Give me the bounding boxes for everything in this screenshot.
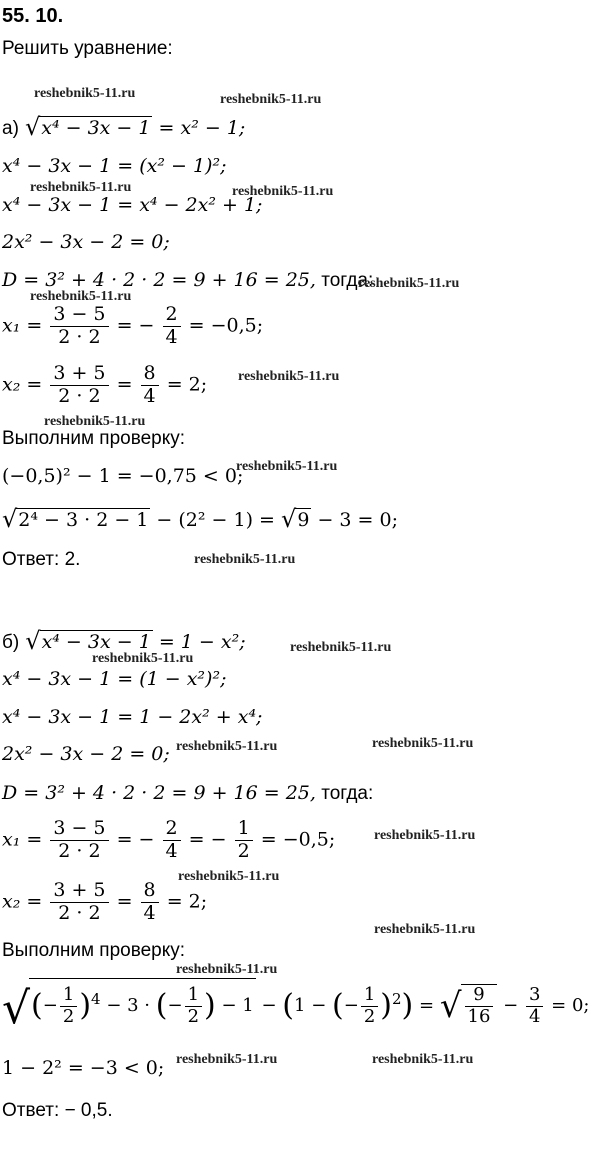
watermark: reshebnik5-11.ru [372, 736, 474, 751]
problem-prompt: Решить уравнение: [2, 38, 173, 59]
watermark: reshebnik5-11.ru [290, 640, 392, 655]
answer-value: 2. [64, 549, 81, 570]
watermark: reshebnik5-11.ru [30, 180, 132, 195]
part-b-line-3: x⁴ − 3x − 1 = 1 − 2x² + x⁴; [2, 706, 263, 728]
fraction: $\frac{2}{4}$ [163, 304, 181, 349]
watermark: reshebnik5-11.ru [44, 414, 146, 429]
watermark: reshebnik5-11.ru [238, 369, 340, 384]
fraction: $\frac{1}{2}$ [235, 818, 253, 863]
part-b-root-2: x₂ = $\frac{3 + 5}{2 \cdot 2}$ = $\frac{8}{4}$ = 2; [2, 879, 208, 924]
radical-sign: √ [2, 505, 18, 533]
watermark: reshebnik5-11.ru [374, 922, 476, 937]
part-b-label: б) [2, 632, 20, 653]
part-b-check-2: √(− $\frac{1}{2}$ )$^4$ − 3 · (− $\frac{1}{2}$ ) − 1 − (1 − (− $\frac{1}{2}$ )$^2$) = √ $\frac{9}{16}$ − $\frac{3}{4}$ = 0; [2, 978, 589, 1036]
part-b-line-4: 2x² − 3x − 2 = 0; [2, 743, 170, 765]
x1-lhs: x₁ = [2, 314, 43, 337]
radical-sign: √ [281, 505, 297, 533]
discriminant-text: тогда: [315, 270, 374, 291]
part-a-check-label: Выполним проверку: [2, 428, 186, 449]
fraction: $\frac{8}{4}$ [141, 880, 159, 925]
discriminant-text: тогда: [315, 783, 374, 804]
part-a-label: а) [2, 118, 19, 139]
watermark: reshebnik5-11.ru [374, 828, 476, 843]
fraction: $\frac{3 - 5}{2 \cdot 2}$ [50, 304, 108, 349]
discriminant-expr: D = 3² + 4 · 2 · 2 = 9 + 16 = 25, [2, 782, 316, 804]
fraction: $\frac{2}{4}$ [163, 818, 181, 863]
part-b-check-label: Выполним проверку: [2, 940, 186, 961]
part-a-answer [2, 549, 80, 572]
watermark: reshebnik5-11.ru [176, 962, 278, 977]
watermark: reshebnik5-11.ru [176, 739, 278, 754]
watermark: reshebnik5-11.ru [178, 869, 280, 884]
part-a-check-1: (−0,5)² − 1 = −0,75 < 0; [2, 465, 244, 487]
part-a-root-1: x₁ = $\frac{3 - 5}{2 \cdot 2}$ = − $\frac{2}{4}$ = −0,5; [2, 303, 264, 348]
watermark: reshebnik5-11.ru [372, 1052, 474, 1067]
part-a-root-2: x₂ = $\frac{3 + 5}{2 \cdot 2}$ = $\frac{8}{4}$ = 2; [2, 362, 208, 407]
x2-lhs: x₂ = [2, 890, 43, 913]
watermark: reshebnik5-11.ru [30, 289, 132, 304]
answer-value: − 0,5. [64, 1100, 113, 1121]
radical-sign: √ [25, 627, 41, 655]
watermark: reshebnik5-11.ru [194, 552, 296, 567]
part-b-discriminant [2, 782, 373, 806]
part-b-line-2: x⁴ − 3x − 1 = (1 − x²)²; [2, 668, 227, 690]
fraction: $\frac{3 + 5}{2 \cdot 2}$ [50, 363, 108, 408]
part-a-check-2: √2⁴ − 3 · 2 − 1 − (2² − 1) = √9 − 3 = 0; [2, 505, 398, 533]
radical-sign: √ [2, 983, 31, 1035]
fraction: $\frac{3 - 5}{2 \cdot 2}$ [50, 818, 108, 863]
discriminant-expr: D = 3² + 4 · 2 · 2 = 9 + 16 = 25, [2, 269, 316, 291]
radicand: x⁴ − 3x − 1 [41, 117, 151, 139]
x1-lhs: x₁ = [2, 828, 43, 851]
part-b-check-3: 1 − 2² = −3 < 0; [2, 1057, 165, 1079]
answer-label: Ответ: [2, 549, 60, 570]
part-a-equation [2, 113, 245, 142]
radical-sign: √ [439, 986, 462, 1027]
part-a-line-2: x⁴ − 3x − 1 = (x² − 1)²; [2, 155, 227, 177]
part-a-line-4: 2x² − 3x − 2 = 0; [2, 231, 170, 253]
problem-number: 55. 10. [2, 5, 64, 27]
part-a-line-3: x⁴ − 3x − 1 = x⁴ − 2x² + 1; [2, 194, 263, 216]
part-b-root-1: x₁ = $\frac{3 - 5}{2 \cdot 2}$ = − $\frac{2}{4}$ = − $\frac{1}{2}$ = −0,5; [2, 817, 336, 862]
radical-sign: √ [24, 113, 41, 141]
watermark: reshebnik5-11.ru [358, 276, 460, 291]
radicand: (− $\frac{1}{2}$ )$^4$ − 3 · (− $\frac{1}{2}$ ) − 1 [29, 978, 256, 1027]
fraction: $\frac{8}{4}$ [141, 363, 159, 408]
watermark: reshebnik5-11.ru [176, 1052, 278, 1067]
watermark: reshebnik5-11.ru [232, 184, 334, 199]
rhs: = x² − 1; [158, 117, 246, 139]
rhs: = 1 − x²; [158, 631, 246, 653]
answer-label: Ответ: [2, 1100, 60, 1121]
x2-lhs: x₂ = [2, 373, 43, 396]
watermark: reshebnik5-11.ru [236, 459, 338, 474]
watermark: reshebnik5-11.ru [92, 651, 194, 666]
watermark: reshebnik5-11.ru [34, 86, 136, 101]
radicand: x⁴ − 3x − 1 [41, 631, 151, 653]
part-b-answer [2, 1100, 113, 1123]
fraction: $\frac{3 + 5}{2 \cdot 2}$ [50, 880, 108, 925]
watermark: reshebnik5-11.ru [220, 92, 322, 107]
